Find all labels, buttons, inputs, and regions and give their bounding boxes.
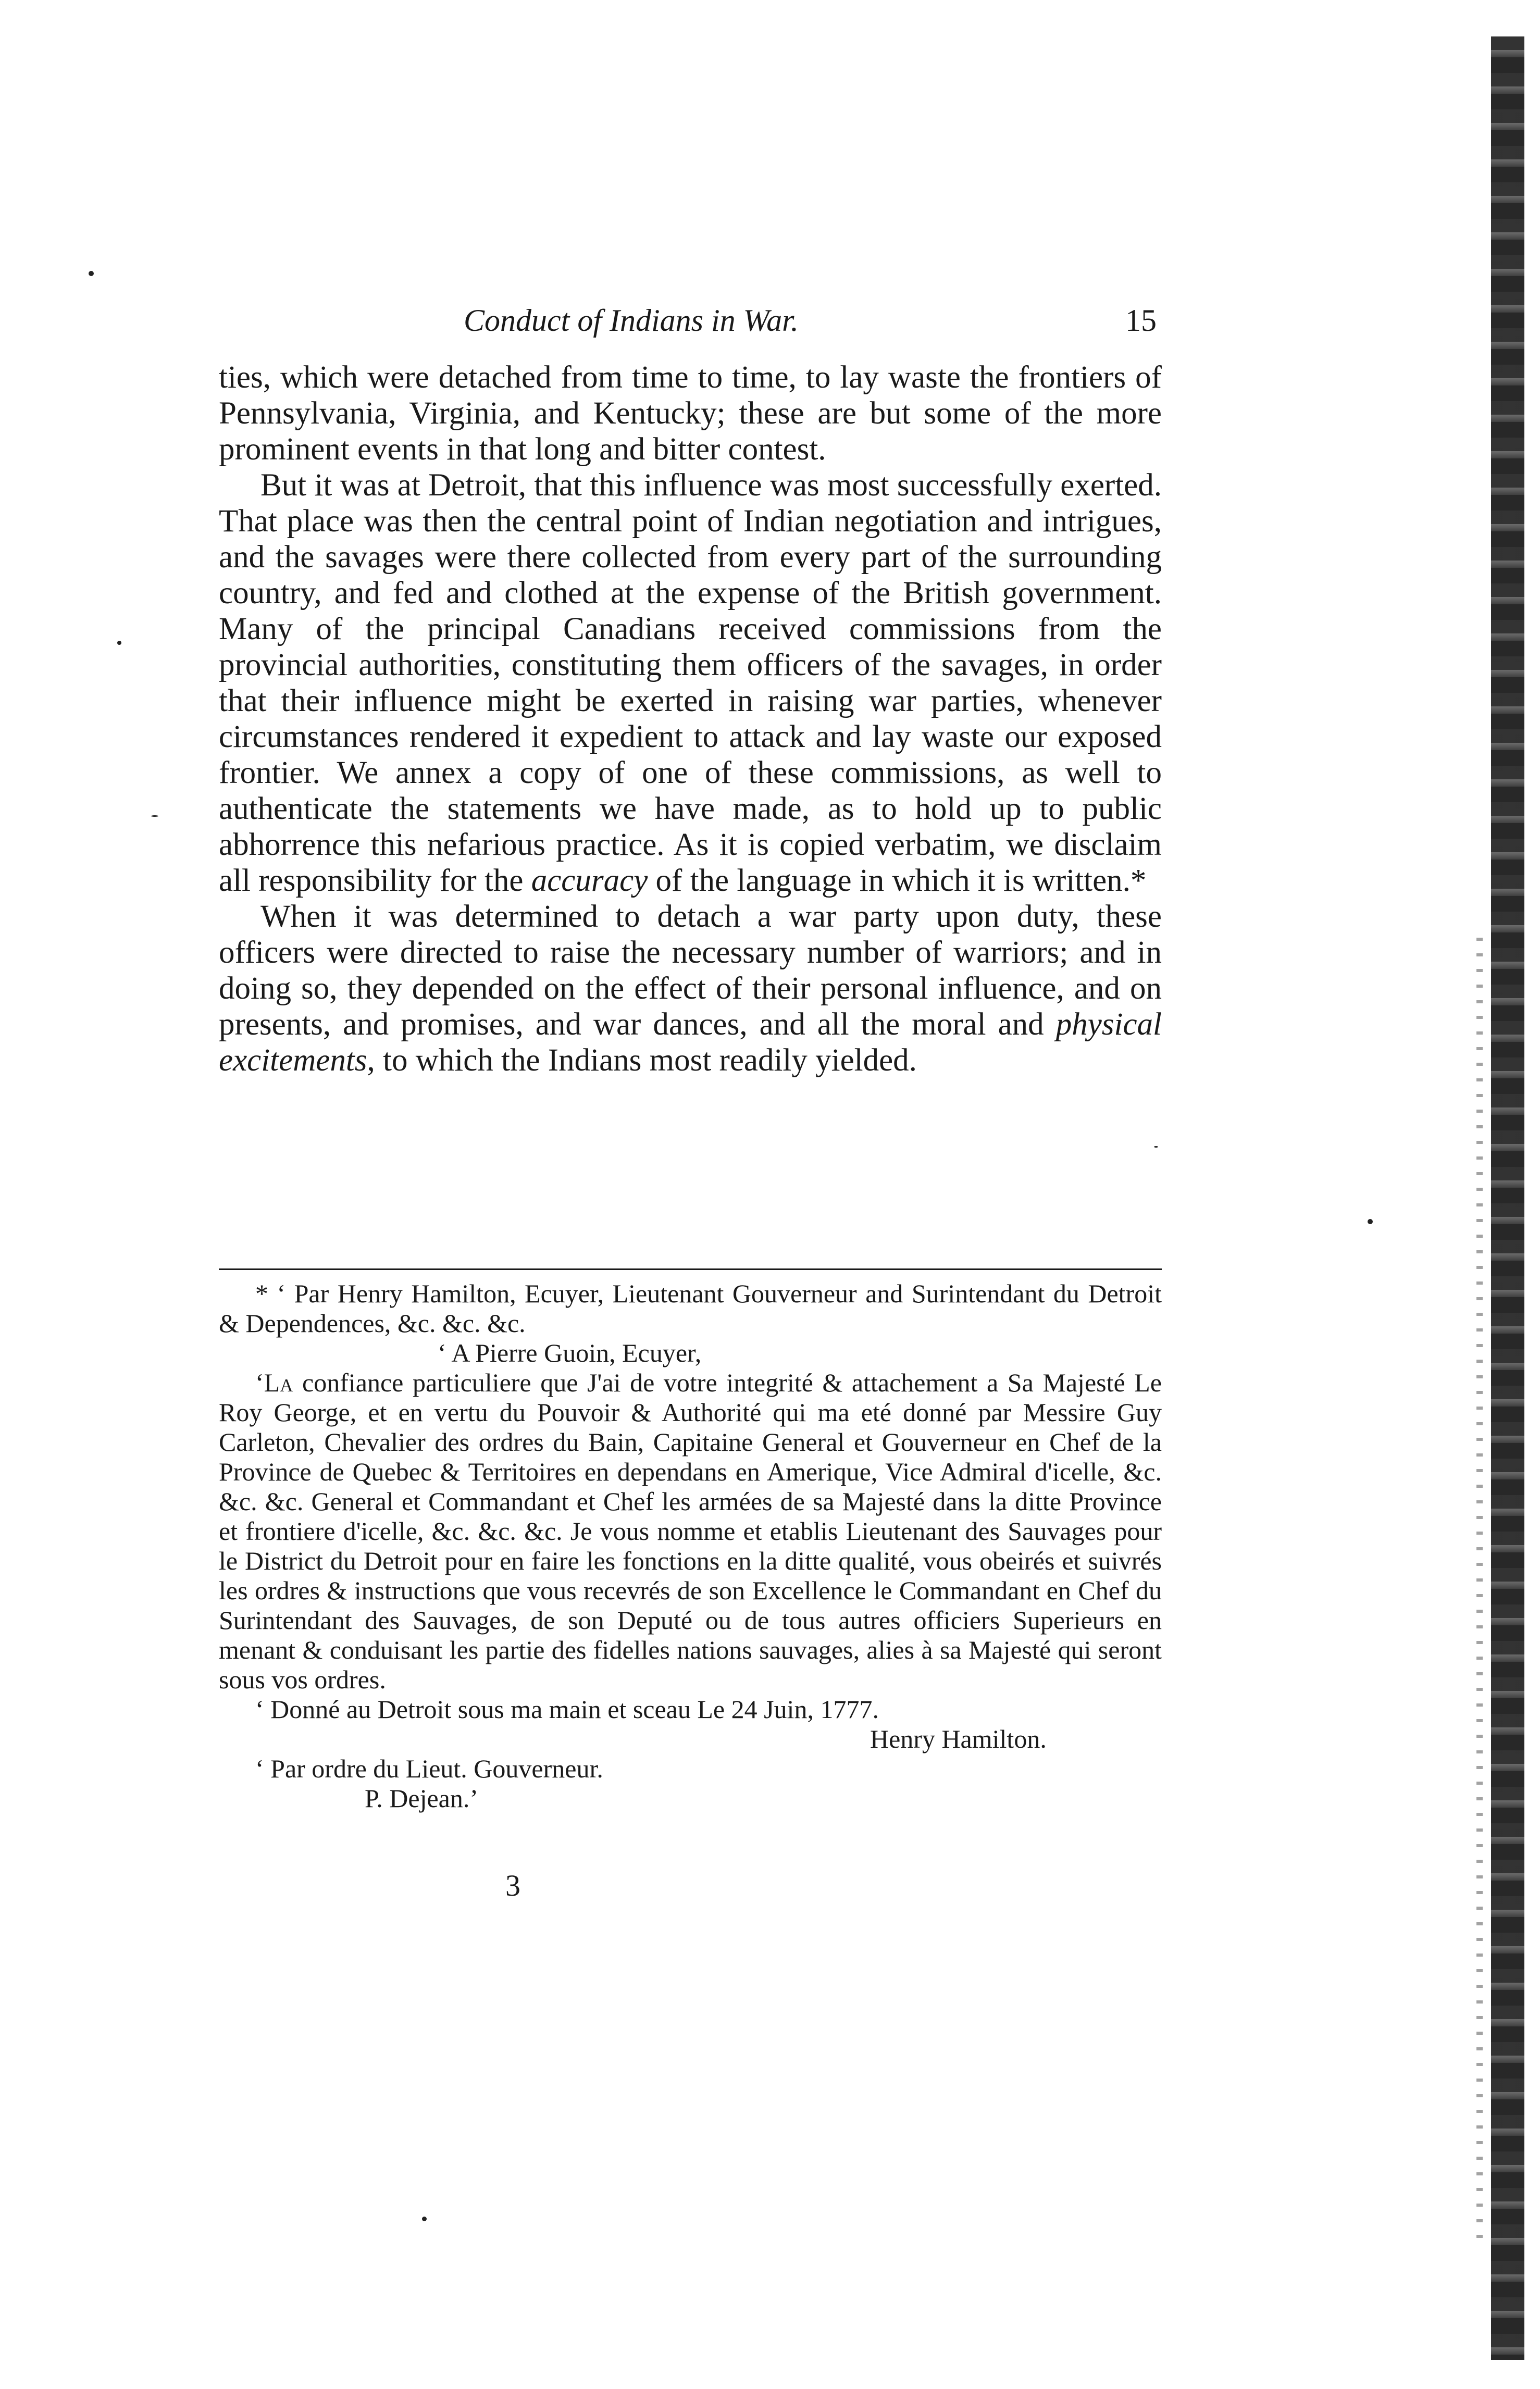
running-title: Conduct of Indians in War.	[464, 303, 799, 338]
scan-speck	[422, 2217, 427, 2221]
emphasis: physical excitements	[219, 1007, 1162, 1078]
paragraph	[219, 359, 1162, 467]
footnote-rule	[219, 1268, 1162, 1270]
footnote-addressee: ‘ A Pierre Guoin, Ecuyer,	[438, 1338, 702, 1367]
scan-speck	[151, 815, 158, 817]
footnote	[219, 1279, 1162, 1813]
scan-page-edge	[1491, 36, 1524, 2360]
paragraph-text: ties, which were detached from time to time, to lay waste the frontiers of Pennsylvania, Virginia, and Kentucky; these are but some of the more prominent events in that long and bitter contest.	[219, 360, 1162, 467]
paragraph-text: When it was determined to detach a war party upon duty, these officers were directed to raise the necessary number of warriors; and in doing so, they depended on the effect of their personal influence, and on presents, and promises, and war dances, and all the moral and	[219, 899, 1162, 1042]
commission-date: ‘ Donné au Detroit sous ma main et sceau Le 24 Juin, 1777.	[255, 1695, 879, 1724]
paragraph-text: , to which the Indians most readily yielded.	[367, 1043, 917, 1078]
order-line: ‘ Par ordre du Lieut. Gouverneur.	[255, 1754, 603, 1783]
commission-lead: ‘La	[255, 1368, 293, 1397]
page-number: 15	[1125, 303, 1157, 338]
secretary: P. Dejean.’	[365, 1784, 478, 1813]
main-text	[219, 359, 1162, 1078]
scan-speck	[89, 271, 94, 276]
signature-mark: 3	[505, 1869, 520, 1902]
footnote-heading: * ‘ Par Henry Hamilton, Ecuyer, Lieutenant Gouverneur and Surintendant du Detroit & Dependences, &c. &c. &c.	[219, 1279, 1162, 1338]
commission-body: confiance particuliere que J'ai de votre integrité & attachement a Sa Majesté Le Roy George, et en vertu du Pouvoir & Authorité qui ma eté donné par Messire Guy Carleton, Chevalier des ordres du Bain, Capitaine General et Gouverneur en Chef de la Province de Quebec & Territoires en dependans en Amerique, Vice Admiral d'icelle, &c. &c. &c. General et Commandant et Chef les armées de sa Majesté dans la ditte Province et frontiere d'icelle, &c. &c. &c. Je vous nomme et etablis Lieutenant des Sauvages pour le District du Detroit pour en faire les fonctions en la ditte qualité, vous obeirés et suivrés les ordres & instructions que vous recevrés de son Excellence le Commandant en Chef du Surintendant des Sauvages, de son Deputé ou de tous autres officiers Superieurs en menant & conduisant les partie des fidelles nations sauvages, alies à sa Majesté qui seront sous vos ordres.	[219, 1368, 1162, 1694]
emphasis: accuracy	[531, 863, 648, 898]
scan-speck	[117, 641, 121, 645]
scan-speck	[1154, 1146, 1158, 1148]
scan-speck	[1368, 1219, 1373, 1224]
paragraph	[219, 899, 1162, 1078]
commission-text	[219, 1368, 1162, 1695]
paragraph-text: But it was at Detroit, that this influence was most successfully exerted. That place was then the central point of Indian negotiation and intrigues, and the savages were there collected from every part of the surrounding country, and fed and clothed at the expense of the British government. Many of the principal Canadians received commissions from the provincial authorities, constituting them officers of the savages, in order that their influence might be exerted in raising war parties, whenever circumstances rendered it expedient to attack and lay waste our exposed frontier. We annex a copy of one of these commissions, as well to authenticate the statements we have made, as to hold up to public abhorrence this nefarious practice. As it is copied verbatim, we disclaim all responsibility for the	[219, 468, 1162, 898]
page-header	[219, 300, 1157, 341]
scan-edge-shadow	[1476, 938, 1483, 2240]
signatory: Henry Hamilton.	[870, 1724, 1047, 1753]
paragraph	[219, 467, 1162, 899]
paragraph-text: of the language in which it is written.*	[648, 863, 1147, 898]
